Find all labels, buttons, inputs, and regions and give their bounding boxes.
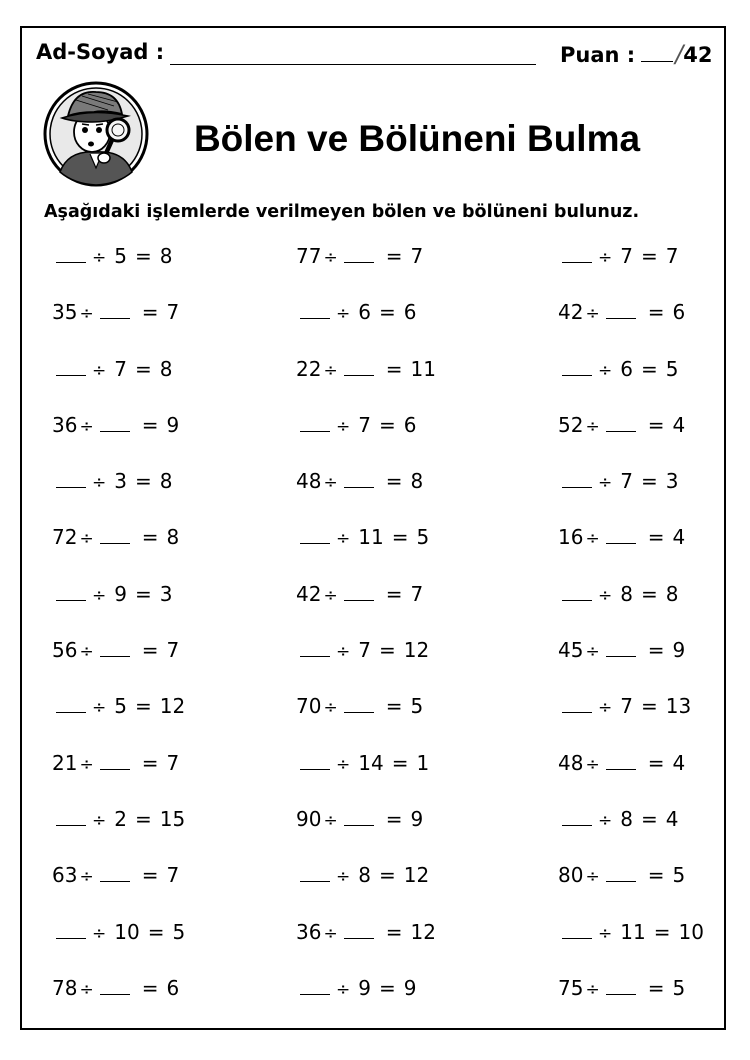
quotient: 1 [416,750,430,775]
equals-sign: = [147,919,165,944]
equals-sign: = [134,694,152,719]
divide-sign: ÷ [598,923,613,944]
score-area [560,40,713,68]
divisor: 14 [358,750,384,775]
quotient: 6 [672,300,686,325]
divisor: 6 [358,300,371,325]
divide-sign: ÷ [323,585,338,606]
division-problem [558,357,678,381]
divisor-blank[interactable] [606,640,636,657]
division-problem [558,525,685,549]
dividend-blank[interactable] [300,415,330,432]
dividend: 16 [558,525,584,550]
divisor-blank[interactable] [100,865,130,882]
division-problem [52,413,179,437]
dividend: 45 [558,638,584,663]
division-problem [52,638,179,662]
quotient: 12 [159,694,186,719]
division-problem [52,920,185,944]
divisor: 7 [620,469,633,494]
quotient: 5 [172,919,186,944]
dividend: 48 [558,750,584,775]
divisor-blank[interactable] [100,978,130,995]
divide-sign: ÷ [585,529,600,550]
divisor-blank[interactable] [100,527,130,544]
division-problem [558,694,691,718]
dividend-blank[interactable] [56,809,86,826]
equals-sign: = [385,694,403,719]
equals-sign: = [647,300,665,325]
dividend: 42 [558,300,584,325]
quotient: 3 [159,581,173,606]
quotient: 5 [416,525,430,550]
equals-sign: = [640,469,658,494]
division-problem [52,469,172,493]
dividend: 35 [52,300,78,325]
division-problem [296,976,416,1000]
quotient: 5 [672,863,686,888]
division-problem [52,357,172,381]
dividend: 75 [558,975,584,1000]
equals-sign: = [647,975,665,1000]
quotient: 6 [403,300,417,325]
dividend: 21 [52,750,78,775]
name-field[interactable] [170,64,536,65]
division-problem [296,920,436,944]
divide-sign: ÷ [585,416,600,437]
equals-sign: = [391,525,409,550]
divisor-blank[interactable] [100,753,130,770]
divisor-blank[interactable] [344,359,374,376]
equals-sign: = [141,638,159,663]
equals-sign: = [378,412,396,437]
divide-sign: ÷ [585,867,600,888]
equals-sign: = [141,863,159,888]
division-problem [52,244,172,268]
division-problem [558,244,678,268]
quotient: 7 [410,244,424,268]
quotient: 8 [665,581,679,606]
divide-sign: ÷ [323,698,338,719]
division-problem [296,357,436,381]
score-slash: / [675,40,684,68]
divisor: 2 [114,806,127,831]
divide-sign: ÷ [598,698,613,719]
divisor: 11 [358,525,384,550]
divisor-blank[interactable] [344,696,374,713]
problem-row [0,686,750,742]
division-problem [296,638,429,662]
quotient: 5 [672,975,686,1000]
quotient: 12 [403,638,430,663]
dividend-blank[interactable] [56,471,86,488]
equals-sign: = [385,244,403,268]
divide-sign: ÷ [79,642,94,663]
quotient: 3 [665,469,679,494]
divide-sign: ÷ [598,473,613,494]
quotient: 6 [166,975,180,1000]
divide-sign: ÷ [336,529,351,550]
problem-row [0,405,750,461]
dividend-blank[interactable] [300,753,330,770]
divide-sign: ÷ [336,642,351,663]
divide-sign: ÷ [92,585,107,606]
divide-sign: ÷ [79,867,94,888]
division-problem [52,976,179,1000]
problem-row [0,236,750,292]
equals-sign: = [141,975,159,1000]
dividend: 52 [558,412,584,437]
equals-sign: = [385,806,403,831]
equals-sign: = [378,975,396,1000]
divide-sign: ÷ [336,867,351,888]
dividend: 56 [52,638,78,663]
divisor-blank[interactable] [344,584,374,601]
dividend: 80 [558,863,584,888]
divide-sign: ÷ [92,360,107,381]
quotient: 8 [166,525,180,550]
dividend-blank[interactable] [300,527,330,544]
equals-sign: = [141,750,159,775]
division-problem [558,807,678,831]
divisor: 7 [620,244,633,268]
divide-sign: ÷ [585,979,600,1000]
problem-row [0,517,750,573]
divide-sign: ÷ [323,473,338,494]
divisor-blank[interactable] [344,471,374,488]
divisor: 5 [114,694,127,719]
dividend-blank[interactable] [56,922,86,939]
problem-row [0,574,750,630]
quotient: 7 [166,300,180,325]
dividend-blank[interactable] [562,584,592,601]
divisor-blank[interactable] [100,640,130,657]
dividend-blank[interactable] [56,246,86,263]
divide-sign: ÷ [323,810,338,831]
problem-row [0,912,750,968]
divisor: 11 [620,919,646,944]
problem-row [0,743,750,799]
quotient: 5 [665,356,679,381]
divisor-blank[interactable] [606,415,636,432]
problem-grid [0,236,750,1024]
divisor-blank[interactable] [344,246,374,263]
divide-sign: ÷ [79,979,94,1000]
dividend-blank[interactable] [300,978,330,995]
divide-sign: ÷ [336,304,351,325]
dividend: 90 [296,806,322,831]
dividend-blank[interactable] [562,246,592,263]
equals-sign: = [134,469,152,494]
divide-sign: ÷ [92,248,107,268]
division-problem [52,863,179,887]
equals-sign: = [378,638,396,663]
quotient: 10 [678,919,704,944]
equals-sign: = [640,694,658,719]
divide-sign: ÷ [79,529,94,550]
division-problem [558,863,685,887]
equals-sign: = [134,244,152,268]
detective-boy-with-magnifier-icon [38,80,156,188]
quotient: 7 [166,638,180,663]
dividend-blank[interactable] [300,302,330,319]
equals-sign: = [640,806,658,831]
name-label: Ad-Soyad : [36,40,165,64]
quotient: 7 [410,581,424,606]
divisor: 7 [358,412,371,437]
division-problem [296,525,429,549]
dividend: 42 [296,581,322,606]
quotient: 8 [159,469,173,494]
problem-row [0,349,750,405]
divisor-blank[interactable] [100,302,130,319]
quotient: 12 [403,863,430,888]
divisor: 7 [358,638,371,663]
quotient: 7 [166,750,180,775]
quotient: 9 [410,806,424,831]
dividend-blank[interactable] [562,359,592,376]
division-problem [558,638,685,662]
division-problem [558,751,685,775]
divisor: 8 [620,581,633,606]
problem-row [0,855,750,911]
divisor: 9 [358,975,371,1000]
divide-sign: ÷ [79,416,94,437]
division-problem [296,807,423,831]
divisor: 10 [114,919,140,944]
dividend: 36 [296,919,322,944]
divisor: 7 [114,356,127,381]
quotient: 5 [410,694,424,719]
equals-sign: = [134,581,152,606]
equals-sign: = [647,638,665,663]
dividend-blank[interactable] [56,696,86,713]
division-problem [296,694,423,718]
divide-sign: ÷ [585,304,600,325]
quotient: 13 [665,694,692,719]
divide-sign: ÷ [336,979,351,1000]
equals-sign: = [640,244,658,268]
division-problem [296,751,429,775]
division-problem [52,300,179,324]
dividend-blank[interactable] [562,809,592,826]
dividend-blank[interactable] [56,584,86,601]
divide-sign: ÷ [79,754,94,775]
dividend: 36 [52,412,78,437]
dividend: 72 [52,525,78,550]
divisor: 7 [620,694,633,719]
quotient: 8 [159,244,173,268]
dividend: 78 [52,975,78,1000]
dividend-blank[interactable] [300,865,330,882]
equals-sign: = [141,300,159,325]
dividend-blank[interactable] [562,696,592,713]
division-problem [296,469,423,493]
problem-row [0,630,750,686]
divisor: 8 [620,806,633,831]
division-problem [558,976,685,1000]
page-title: Bölen ve Bölüneni Bulma [193,118,641,159]
quotient: 4 [672,750,686,775]
division-problem [558,300,685,324]
dividend: 63 [52,863,78,888]
equals-sign: = [647,412,665,437]
equals-sign: = [640,581,658,606]
quotient: 9 [403,975,417,1000]
equals-sign: = [134,356,152,381]
division-problem [296,413,416,437]
equals-sign: = [141,525,159,550]
quotient: 8 [410,469,424,494]
equals-sign: = [134,806,152,831]
divide-sign: ÷ [92,810,107,831]
divide-sign: ÷ [336,754,351,775]
score-field[interactable] [641,43,673,62]
divisor: 6 [620,356,633,381]
divisor-blank[interactable] [606,753,636,770]
quotient: 9 [672,638,686,663]
division-problem [296,863,429,887]
divisor: 3 [114,469,127,494]
division-problem [558,582,678,606]
divisor: 8 [358,863,371,888]
division-problem [296,244,423,268]
equals-sign: = [653,919,671,944]
divide-sign: ÷ [585,642,600,663]
division-problem [296,582,423,606]
division-problem [52,807,185,831]
quotient: 11 [410,356,436,381]
problem-row [0,292,750,348]
dividend: 70 [296,694,322,719]
division-problem [558,469,678,493]
divisor-blank[interactable] [606,302,636,319]
quotient: 9 [166,412,180,437]
divisor: 5 [114,244,127,268]
dividend: 77 [296,244,322,268]
divide-sign: ÷ [585,754,600,775]
score-total: 42 [683,43,713,67]
equals-sign: = [647,750,665,775]
division-problem [52,582,172,606]
divide-sign: ÷ [598,585,613,606]
divide-sign: ÷ [92,923,107,944]
division-problem [558,920,704,944]
divisor-blank[interactable] [344,922,374,939]
dividend-blank[interactable] [562,471,592,488]
quotient: 7 [166,863,180,888]
divide-sign: ÷ [92,473,107,494]
equals-sign: = [385,581,403,606]
quotient: 12 [410,919,436,944]
divide-sign: ÷ [598,810,613,831]
dividend-blank[interactable] [56,359,86,376]
quotient: 8 [159,356,173,381]
score-label: Puan : [560,43,636,67]
equals-sign: = [378,300,396,325]
equals-sign: = [385,356,403,381]
divide-sign: ÷ [336,416,351,437]
divide-sign: ÷ [598,248,613,268]
division-problem [52,525,179,549]
quotient: 6 [403,412,417,437]
equals-sign: = [385,469,403,494]
equals-sign: = [647,863,665,888]
dividend-blank[interactable] [562,922,592,939]
dividend: 22 [296,356,322,381]
equals-sign: = [385,919,403,944]
divisor-blank[interactable] [100,415,130,432]
divide-sign: ÷ [323,248,338,268]
divide-sign: ÷ [79,304,94,325]
division-problem [52,751,179,775]
problem-row [0,968,750,1024]
divisor: 9 [114,581,127,606]
equals-sign: = [141,412,159,437]
dividend-blank[interactable] [300,640,330,657]
instructions: Aşağıdaki işlemlerde verilmeyen bölen ve bölüneni bulunuz. [44,202,640,222]
quotient: 7 [665,244,679,268]
division-problem [52,694,185,718]
quotient: 4 [665,806,679,831]
quotient: 4 [672,412,686,437]
quotient: 4 [672,525,686,550]
equals-sign: = [640,356,658,381]
divisor-blank[interactable] [606,527,636,544]
equals-sign: = [378,863,396,888]
equals-sign: = [647,525,665,550]
divide-sign: ÷ [323,360,338,381]
divide-sign: ÷ [92,698,107,719]
divisor-blank[interactable] [606,978,636,995]
division-problem [296,300,416,324]
problem-row [0,799,750,855]
divisor-blank[interactable] [606,865,636,882]
divide-sign: ÷ [598,360,613,381]
divide-sign: ÷ [323,923,338,944]
division-problem [558,413,685,437]
quotient: 15 [159,806,186,831]
problem-row [0,461,750,517]
equals-sign: = [391,750,409,775]
divisor-blank[interactable] [344,809,374,826]
dividend: 48 [296,469,322,494]
